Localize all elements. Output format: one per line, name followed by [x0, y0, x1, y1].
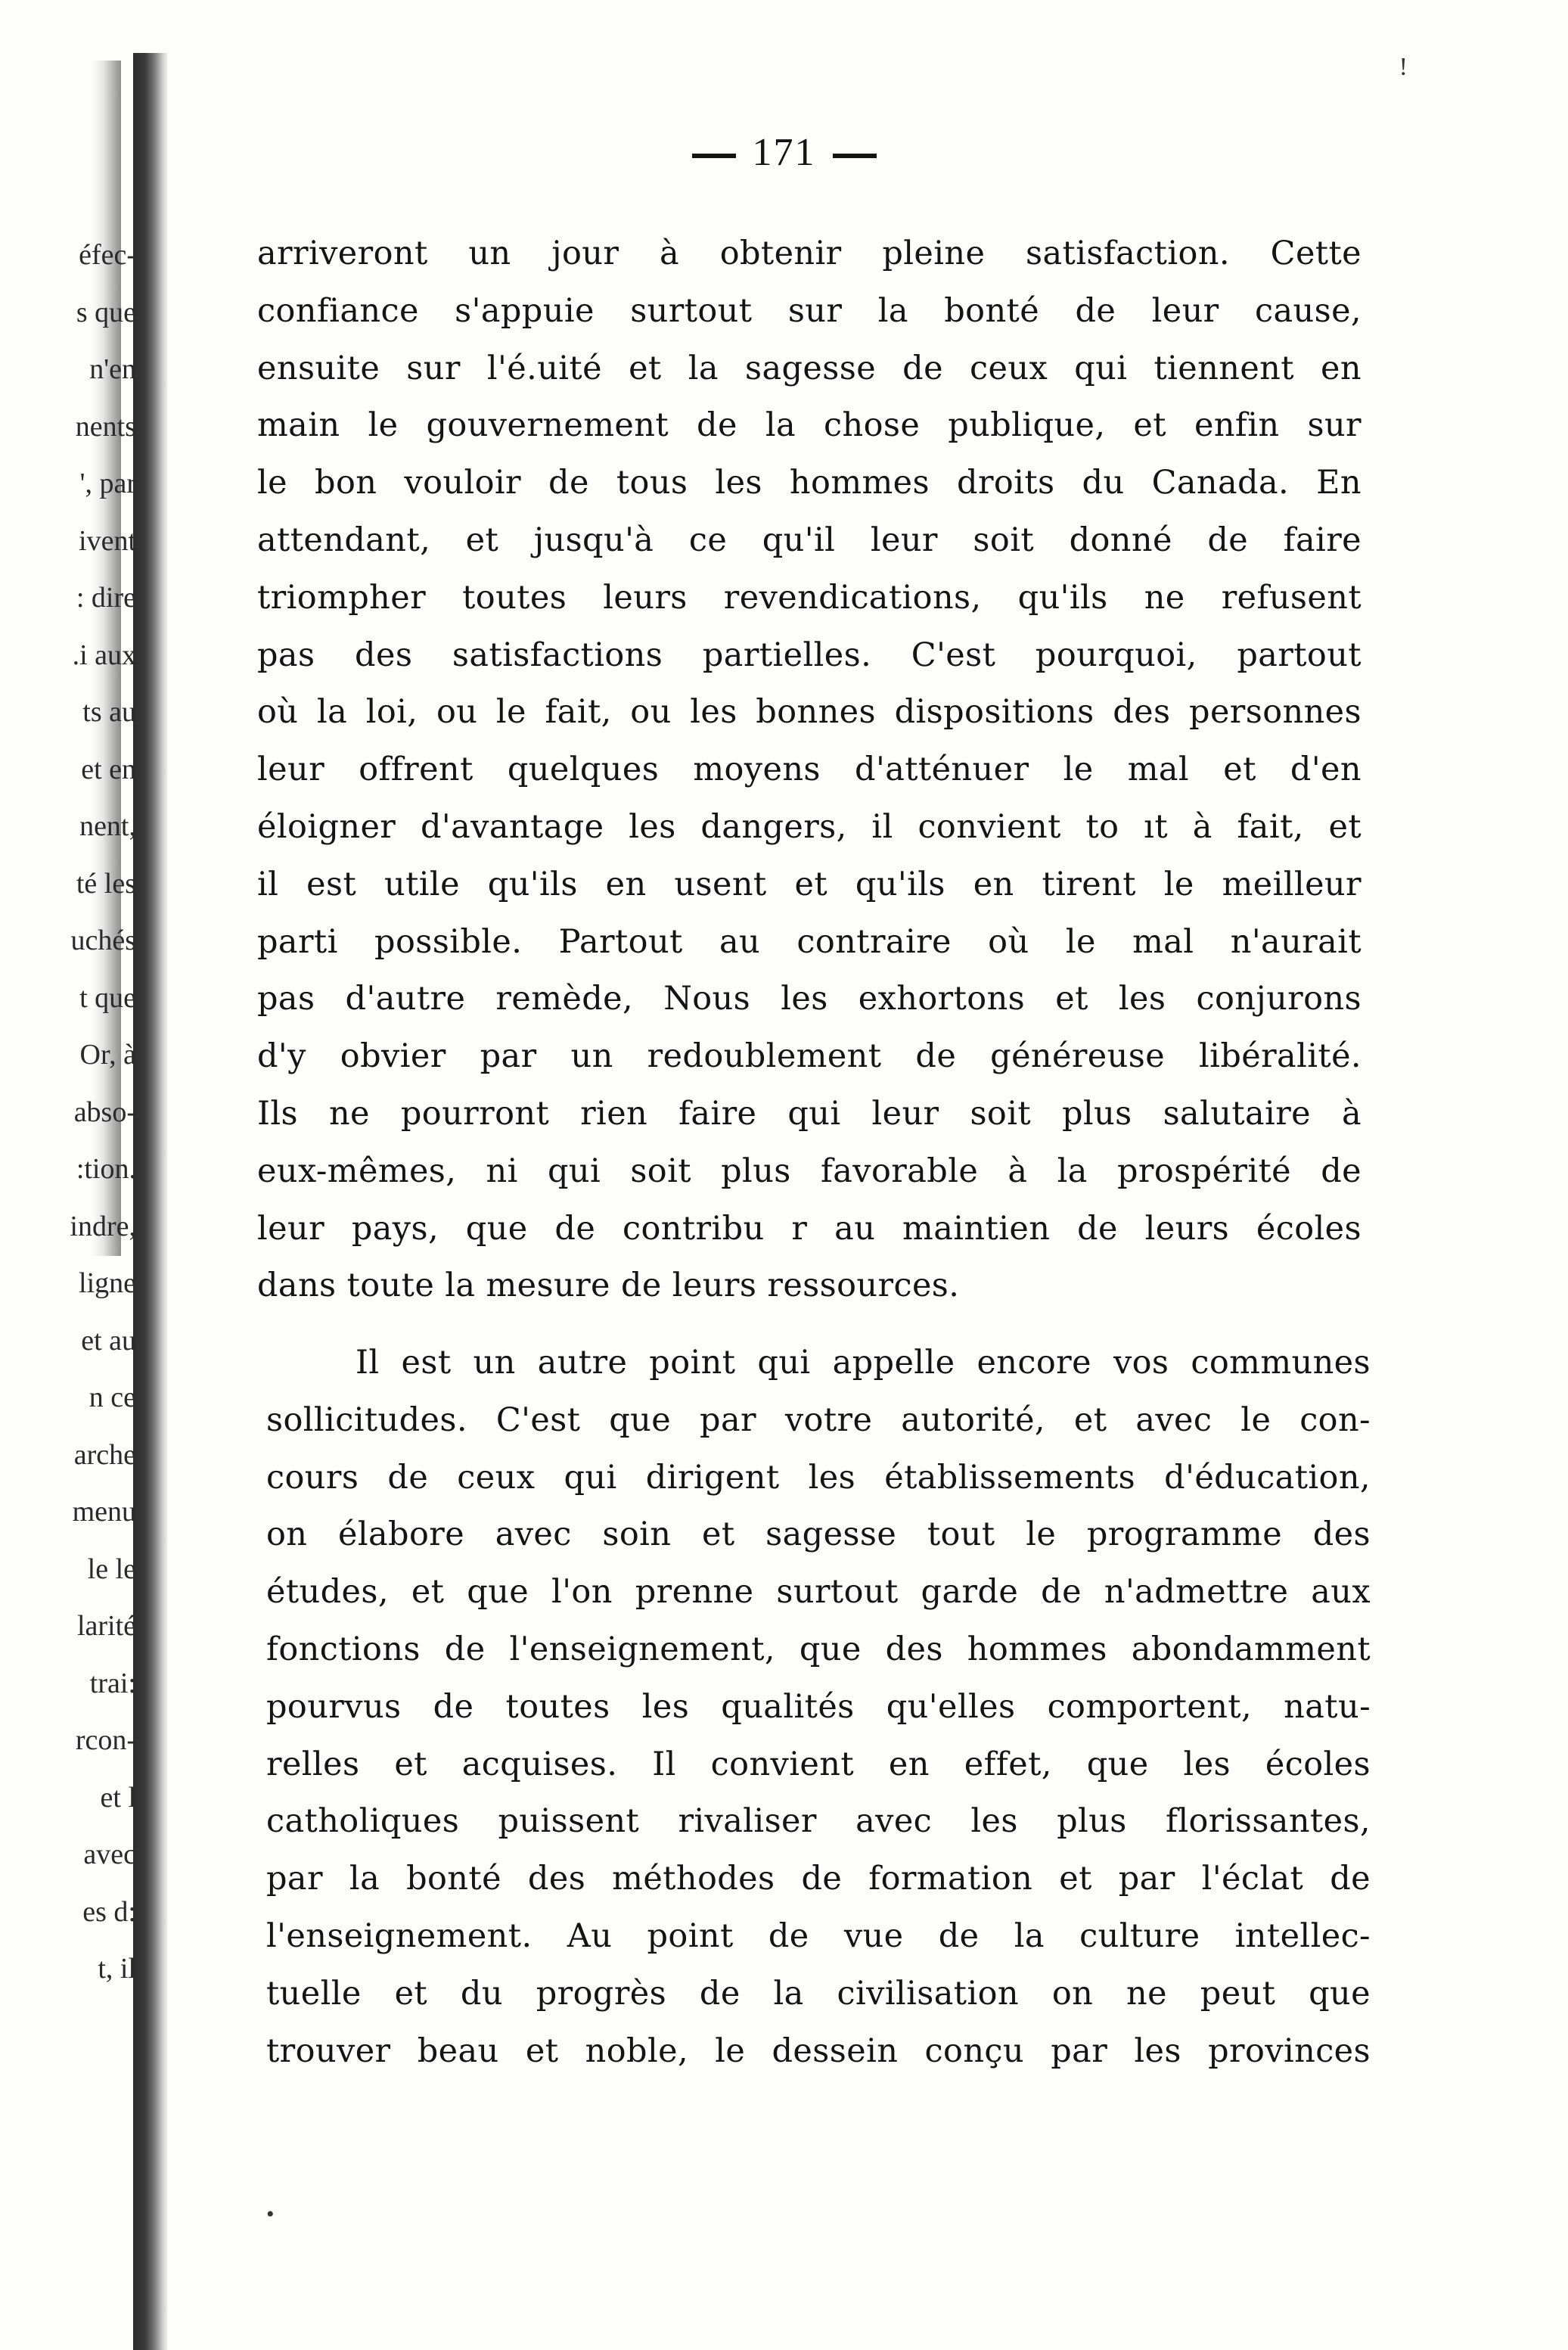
fragment-line: Or, à	[79, 1039, 136, 1071]
fragment-line: nents	[75, 410, 136, 443]
fragment-line: abso-	[73, 1096, 136, 1128]
fragment-line: ts au	[82, 696, 136, 728]
fragment-line: le le	[87, 1553, 136, 1585]
fragment-line: t, il	[98, 1953, 136, 1985]
text-line: on élabore avec soin et sagesse tout le programme des	[266, 1515, 1371, 1554]
fragment-line: : dire	[76, 582, 136, 614]
text-line: confiance s'appuie surtout sur la bonté de leur cause,	[257, 291, 1362, 330]
paragraph-2	[266, 1335, 1371, 2080]
text-line: trouver beau et noble, le dessein conçu par les provinces	[266, 2031, 1371, 2070]
text-line: attendant, et jusqu'à ce qu'il leur soit donné de faire	[257, 521, 1362, 559]
text-line: par la bonté des méthodes de formation et par l'éclat de	[266, 1860, 1371, 1898]
bottom-mark: •	[266, 2202, 275, 2227]
header-dash-left	[692, 154, 736, 158]
page-number: 171	[752, 131, 816, 174]
fragment-line: :tion.	[76, 1153, 136, 1185]
text-line: le bon vouloir de tous les hommes droits du Canada. En	[257, 464, 1362, 502]
text-line: pas d'autre remède, Nous les exhortons et les conjurons	[257, 980, 1362, 1018]
fragment-line: et l	[100, 1781, 136, 1814]
corner-mark: !	[1399, 53, 1408, 81]
text-line: Ils ne pourront rien faire qui leur soit plus salutaire à	[257, 1094, 1362, 1133]
fragment-line: arche	[73, 1438, 136, 1471]
fragment-line: ', par	[79, 468, 136, 499]
fragment-line: uchés	[70, 925, 136, 956]
text-line: main le gouvernement de la chose publique, et enfin sur	[257, 406, 1362, 445]
text-line: d'y obvier par un redoublement de généreuse libéralité.	[257, 1037, 1362, 1076]
fragment-line: s que	[76, 296, 136, 328]
fragment-line: larité	[76, 1610, 136, 1642]
fragment-line: rcon-	[75, 1724, 136, 1756]
text-line: études, et que l'on prenne surtout garde de n'admettre aux	[266, 1573, 1371, 1612]
text-line: fonctions de l'enseignement, que des hommes abondamment	[266, 1630, 1371, 1668]
header-dash-right	[833, 154, 877, 158]
fragment-line: éfec-	[79, 239, 136, 271]
fragment-line: n'en	[89, 353, 136, 385]
fragment-line: té les	[76, 867, 136, 900]
text-line: ensuite sur l'é.uité et la sagesse de ceux qui tiennent en	[257, 349, 1362, 387]
text-line: dans toute la mesure de leurs ressources.	[257, 1267, 960, 1305]
text-line: où la loi, ou le fait, ou les bonnes dispositions des personnes	[257, 693, 1362, 732]
text-line: triompher toutes leurs revendications, qu'ils ne refusent	[257, 578, 1362, 617]
facing-page-fragments	[0, 227, 136, 1998]
text-line: catholiques puissent rivaliser avec les plus florissantes,	[266, 1802, 1371, 1841]
text-line: pourvus de toutes les qualités qu'elles comportent, natu-	[266, 1687, 1371, 1726]
text-line: cours de ceux qui dirigent les établissements d'éducation,	[266, 1458, 1371, 1497]
text-line: arriveront un jour à obtenir pleine satisfaction. Cette	[257, 235, 1362, 272]
text-line: relles et acquises. Il convient en effet, que les écoles	[266, 1745, 1371, 1783]
text-line: leur pays, que de contribu r au maintien de leurs écoles	[257, 1209, 1362, 1248]
text-line: éloigner d'avantage les dangers, il convient to ıt à fait, et	[257, 807, 1362, 846]
page-header	[0, 130, 1568, 175]
text-line: parti possible. Partout au contraire où le mal n'aurait	[257, 922, 1362, 961]
fragment-line: avec	[83, 1839, 136, 1870]
fragment-line: menu	[72, 1496, 136, 1528]
fragment-line: trai:	[89, 1667, 136, 1699]
text-line: eux-mêmes, ni qui soit plus favorable à la prospérité de	[257, 1152, 1362, 1190]
text-line: sollicitudes. C'est que par votre autorité, et avec le con-	[266, 1400, 1371, 1439]
fragment-line: ligne	[79, 1267, 136, 1299]
fragment-line: et au	[81, 1324, 136, 1357]
text-line: Il est un autre point qui appelle encore vos communes	[356, 1344, 1371, 1382]
fragment-line: es d:	[82, 1895, 136, 1928]
text-line: il est utile qu'ils en usent et qu'ils en tirent le meilleur	[257, 865, 1362, 903]
fragment-line: t que	[79, 981, 136, 1014]
fragment-line: nent,	[79, 810, 136, 842]
text-line: leur offrent quelques moyens d'atténuer le mal et d'en	[257, 751, 1362, 789]
text-line: l'enseignement. Au point de vue de la culture intellec-	[266, 1916, 1371, 1955]
fragment-line: et en	[81, 753, 136, 785]
fragment-line: n ce	[88, 1382, 136, 1413]
fragment-line: .i aux	[72, 639, 136, 671]
text-line: tuelle et du progrès de la civilisation on ne peut que	[266, 1974, 1371, 2013]
fragment-line: ivent	[79, 524, 136, 557]
paragraph-1	[257, 225, 1362, 1315]
binding-shadow	[133, 53, 168, 2350]
fragment-line: indre,	[70, 1210, 136, 1242]
text-line: pas des satisfactions partielles. C'est pourquoi, partout	[257, 636, 1362, 674]
